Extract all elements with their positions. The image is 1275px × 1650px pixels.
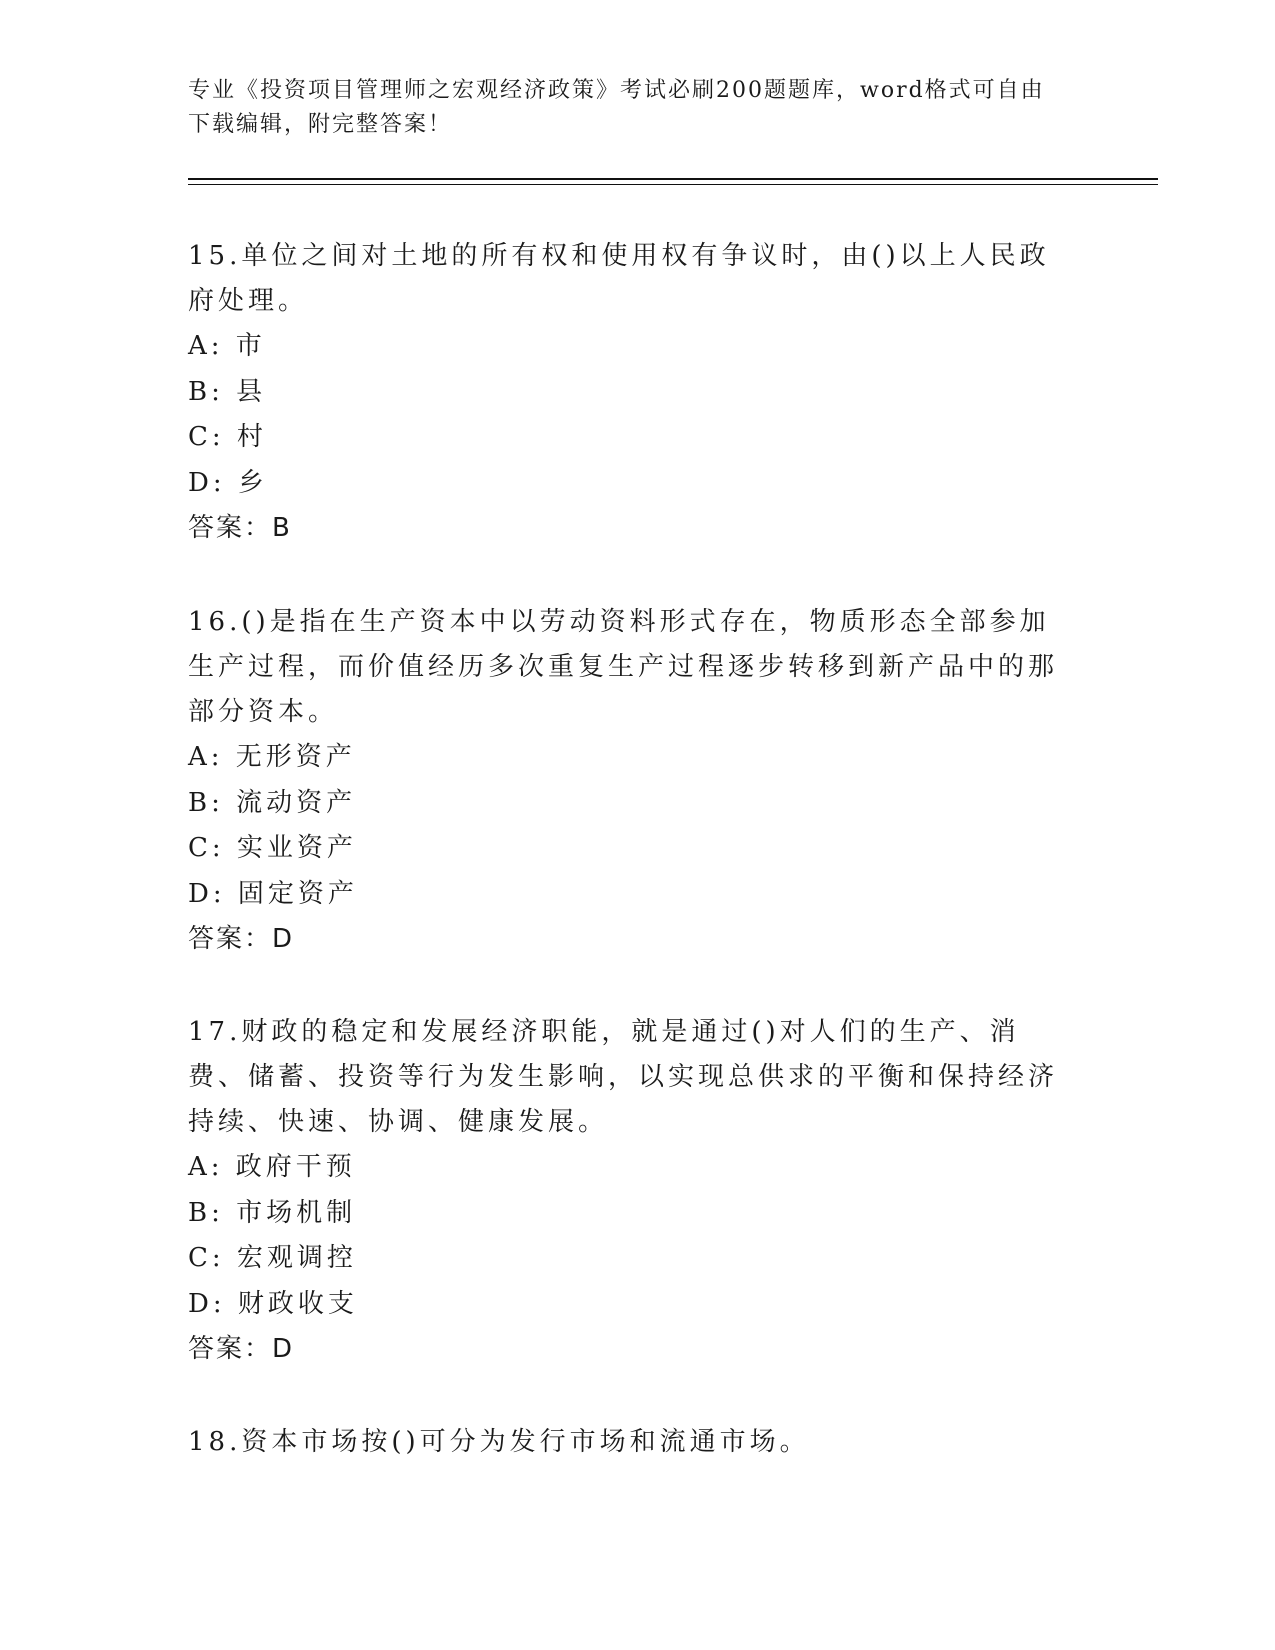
option-c: C: 村 (188, 422, 267, 452)
question-16 (188, 600, 1078, 963)
answer-label: 答案：B (188, 513, 292, 543)
header-line-2: 下载编辑，附完整答案！ (188, 112, 453, 137)
option-c: C: 实业资产 (188, 833, 357, 863)
option-a: A: 无形资产 (188, 742, 356, 772)
header-line-1: 专业《投资项目管理师之宏观经济政策》考试必刷200题题库，word格式可自由 (188, 78, 1045, 103)
answer-label: 答案：D (188, 924, 295, 954)
option-b: B: 县 (188, 376, 267, 407)
option-d: D: 乡 (188, 467, 268, 498)
option-c: C: 宏观调控 (188, 1243, 357, 1273)
answer-label: 答案：D (188, 1334, 295, 1364)
question-stem: 17.财政的稳定和发展经济职能，就是通过()对人们的生产、消费、储蓄、投资等行为发生影响，以实现总供求的平衡和保持经济持续、快速、协调、健康发展。 (188, 1017, 1059, 1137)
header-divider-thin (188, 184, 1158, 185)
document-header (188, 74, 1068, 142)
option-a: A: 政府干预 (188, 1152, 356, 1182)
question-stem: 15.单位之间对土地的所有权和使用权有争议时，由()以上人民政府处理。 (188, 241, 1050, 316)
option-d: D: 固定资产 (188, 878, 358, 909)
question-17 (188, 1010, 1078, 1373)
question-18 (188, 1420, 1078, 1465)
question-stem: 16.()是指在生产资本中以劳动资料形式存在，物质形态全部参加生产过程，而价值经历多次重复生产过程逐步转移到新产品中的那部分资本。 (188, 607, 1059, 727)
question-stem: 18.资本市场按()可分为发行市场和流通市场。 (188, 1427, 810, 1457)
option-b: B: 流动资产 (188, 787, 357, 818)
option-d: D: 财政收支 (188, 1288, 358, 1319)
option-a: A: 市 (188, 331, 266, 361)
header-divider-thick (188, 178, 1158, 180)
question-15 (188, 234, 1078, 552)
option-b: B: 市场机制 (188, 1197, 357, 1228)
